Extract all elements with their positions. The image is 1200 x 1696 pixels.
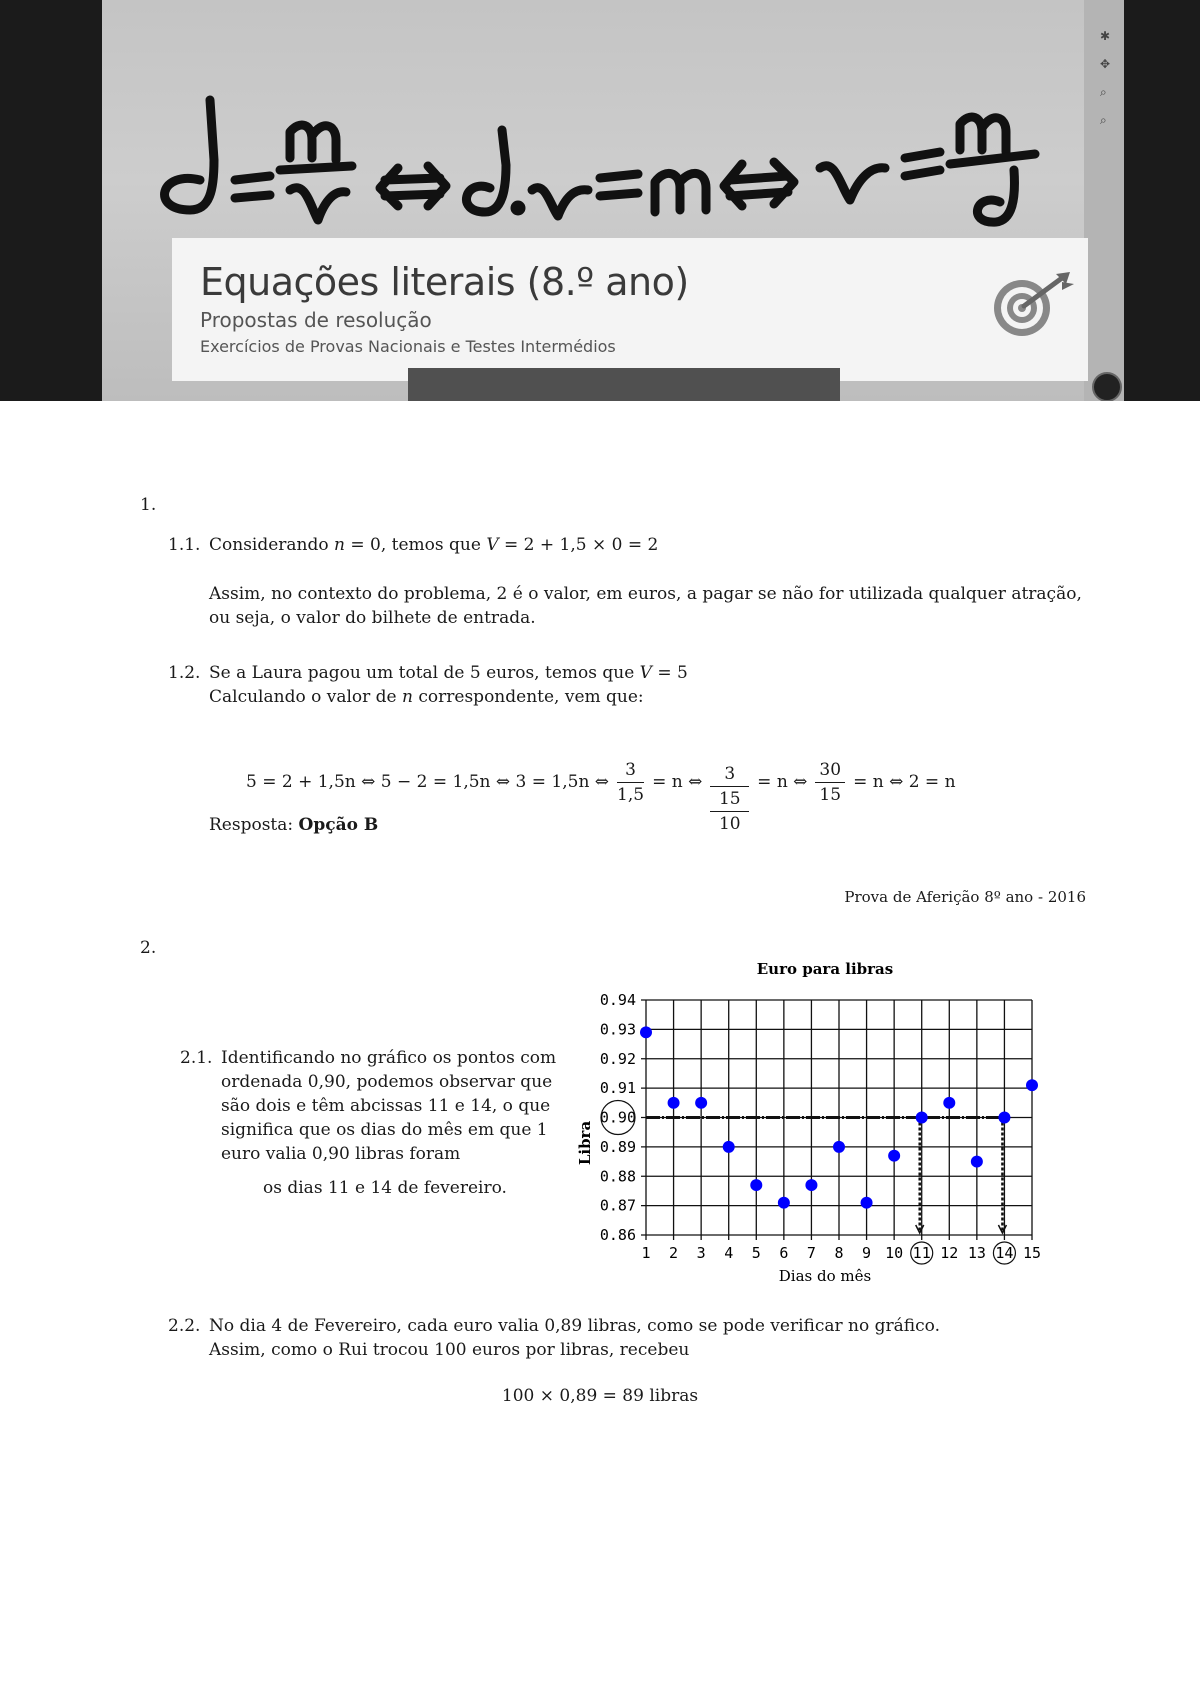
x-tick-label: 4 [724,1244,734,1262]
y-tick-label: 0.86 [599,1226,636,1244]
x-tick-label: 10 [885,1244,904,1262]
data-point [668,1097,680,1109]
data-point [750,1179,762,1191]
page-subtitle: Propostas de resolução [200,308,432,332]
data-point [888,1150,900,1162]
item-2-2-line-2: Assim, como o Rui trocou 100 euros por libras, recebeu [209,1340,690,1360]
data-point [723,1141,735,1153]
chart-title: Euro para libras [756,960,894,978]
move-icon[interactable]: ✥ [1100,57,1111,71]
fraction-numerator: 15 [710,787,749,812]
x-tick-label: 9 [862,1244,872,1262]
page-title: Equações literais (8.º ano) [200,260,689,304]
item-2-1-line-2: ordenada 0,90, podemos observar que [221,1072,553,1092]
fraction-15-over-10 [710,787,749,836]
page-source-note: Exercícios de Provas Nacionais e Testes Intermédios [200,337,616,356]
data-point [695,1097,707,1109]
fraction-denominator: 15 [819,784,842,805]
x-tick-label: 12 [940,1244,959,1262]
text: = 5 [651,663,688,683]
math-var: n [402,687,413,707]
data-point [833,1141,845,1153]
text: Calculando o valor de [209,687,403,707]
source-citation: Prova de Aferição 8º ano - 2016 [844,888,1086,906]
x-tick-label: 7 [806,1244,816,1262]
y-tick-label: 0.87 [599,1196,636,1215]
fraction-numerator: 30 [815,758,845,783]
euro-to-pound-chart [570,955,1050,1295]
data-point [778,1197,790,1209]
item-1-2-number: 1.2. [168,663,201,683]
x-tick-label: 6 [779,1244,789,1262]
answer-line [209,814,378,836]
text: = 0, temos que [344,535,487,555]
y-tick-label: 0.92 [599,1049,636,1068]
handwritten-formula [140,40,1040,240]
item-2-1-number: 2.1. [180,1048,213,1068]
header-photo [0,0,1200,401]
data-point [943,1097,955,1109]
fraction-denominator: 1,5 [617,784,645,805]
data-point [861,1197,873,1209]
fraction-denominator: 10 [718,814,741,834]
x-tick-label: 11 [912,1244,931,1262]
chart-grid [641,1000,1032,1240]
item-1-1-line-3: ou seja, o valor do bilhete de entrada. [209,608,536,628]
text: correspondente, vem que: [412,687,644,707]
chart-x-label: Dias do mês [778,1267,872,1285]
answer-value: Opção B [298,815,379,835]
x-tick-label: 3 [696,1244,706,1262]
zoom-out-icon[interactable]: ⌕ [1100,113,1107,127]
y-tick-label: 0.89 [599,1137,636,1156]
item-2-1-line-5: euro valia 0,90 libras foram [221,1144,461,1164]
equation-part-3: = n ⇔ [757,772,808,792]
data-point [916,1112,928,1124]
item-2-2-calculation: 100 × 0,89 = 89 libras [501,1386,699,1406]
question-2-number: 2. [140,938,157,958]
equation-part-2: = n ⇔ [652,772,703,792]
data-point [971,1156,983,1168]
chart-guides [646,1118,1006,1234]
item-1-2-line-1 [209,662,688,684]
math-var: V [486,535,499,555]
text: = 2 + 1,5 × 0 = 2 [498,535,659,555]
x-tick-label: 2 [669,1244,679,1262]
x-tick-label: 13 [967,1244,986,1262]
math-var: V [639,663,652,683]
item-2-2-number: 2.2. [168,1316,201,1336]
equation-part-1: 5 = 2 + 1,5n ⇔ 5 − 2 = 1,5n ⇔ 3 = 1,5n ⇔ [246,772,610,792]
item-2-1-line-4: significa que os dias do mês em que 1 [221,1120,548,1140]
item-2-1-line-3: são dois e têm abcissas 11 e 14, o que [221,1096,551,1116]
x-tick-label: 5 [751,1244,761,1262]
settings-icon[interactable]: ✱ [1100,29,1111,43]
question-1-number: 1. [140,495,157,515]
data-point [1026,1079,1038,1091]
y-tick-label: 0.93 [599,1020,636,1039]
item-2-1-line-1: Identificando no gráfico os pontos com [221,1048,557,1068]
item-1-1-number: 1.1. [168,535,201,555]
data-point [998,1112,1010,1124]
y-tick-label: 0.88 [599,1167,636,1186]
data-point [640,1026,652,1038]
x-tick-label: 8 [834,1244,844,1262]
data-point [805,1179,817,1191]
answer-label: Resposta: [209,815,299,835]
math-var: n [334,535,345,555]
item-1-1-line-1 [209,534,658,556]
fraction-3-over-1-5 [617,758,644,807]
item-1-2-line-2 [209,686,644,708]
x-tick-label: 14 [995,1244,1014,1262]
x-tick-label: 15 [1022,1244,1042,1262]
chart-y-label: Libra [576,1120,594,1166]
text: Considerando [209,535,335,555]
fraction-30-over-15 [815,758,845,807]
fraction-numerator: 3 [617,758,644,783]
x-tick-label: 1 [641,1244,651,1262]
item-2-2-line-1: No dia 4 de Fevereiro, cada euro valia 0,89 libras, como se pode verificar no gráfico. [209,1316,940,1336]
y-tick-label: 0.94 [599,991,636,1009]
equation-part-4: = n ⇔ 2 = n [853,772,956,792]
chart-ticks [600,991,1041,1264]
whiteboard-toolbar[interactable] [408,368,840,401]
y-tick-label: 0.91 [599,1079,636,1098]
target-arrow-icon [990,268,1074,338]
item-1-1-line-2: Assim, no contexto do problema, 2 é o valor, em euros, a pagar se não for utilizada qualquer atração, [209,584,1082,604]
item-2-1-line-6: os dias 11 e 14 de fevereiro. [263,1178,507,1198]
fraction-3-over-15-10 [710,762,749,836]
record-button[interactable] [1092,372,1122,401]
zoom-in-icon[interactable]: ⌕ [1100,85,1107,99]
fraction-numerator: 3 [710,762,749,787]
text: Se a Laura pagou um total de 5 euros, temos que [209,663,640,683]
y-tick-label: 0.90 [599,1108,636,1127]
